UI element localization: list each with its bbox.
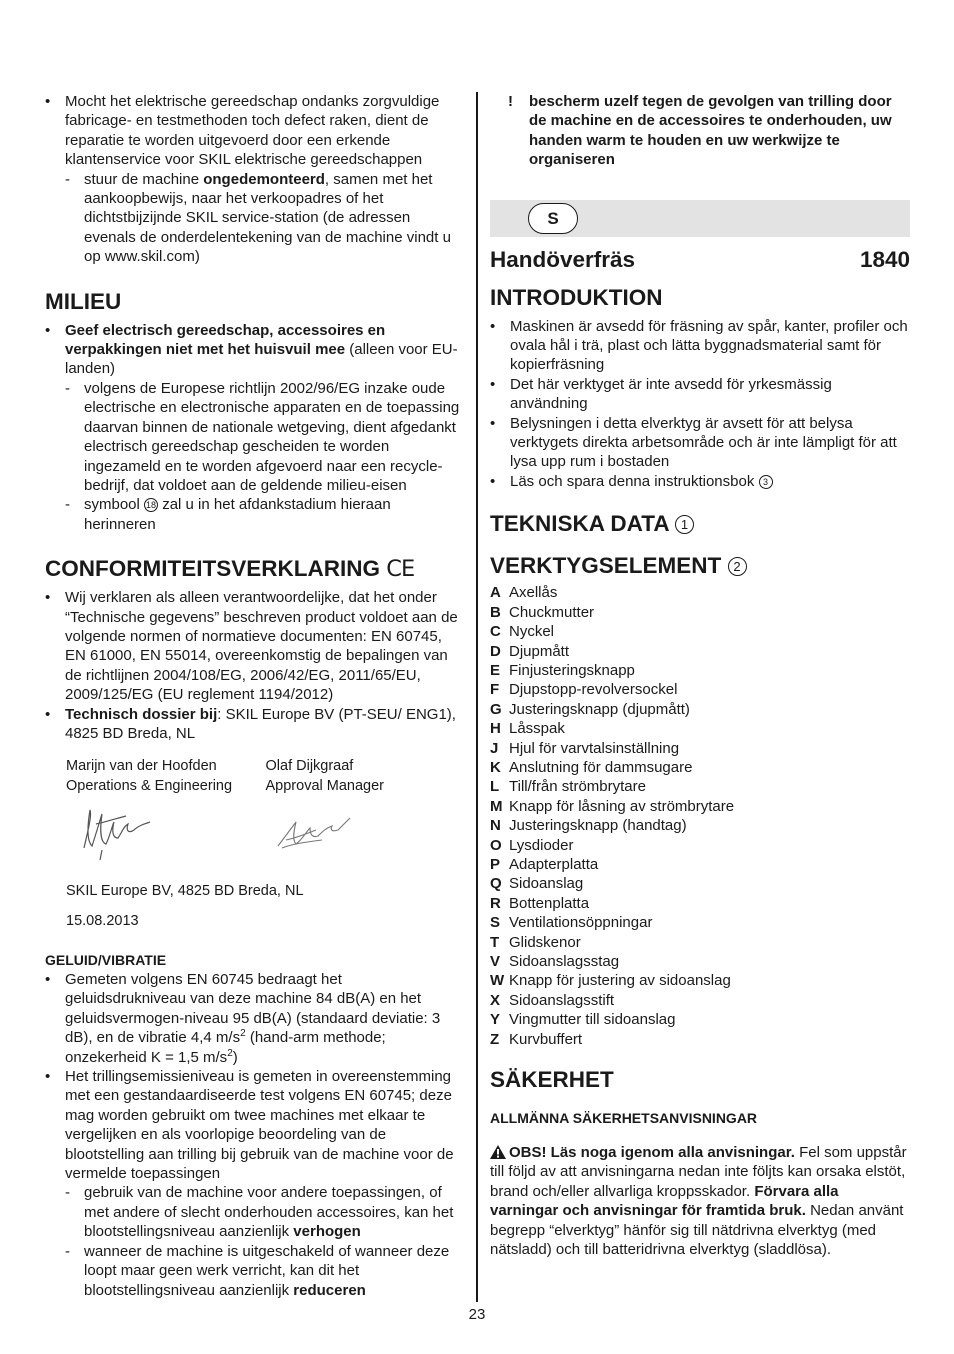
tool-element-label: Djupmått [509,642,570,660]
repair-bullet [45,92,465,170]
tool-element-letter: S [490,914,501,932]
tool-element-label: Sidoanslagsstift [509,991,615,1009]
tool-element-letter: T [490,933,500,951]
conformity-bullet [45,588,465,704]
tool-element-item [490,836,910,855]
vibration-warning-text: bescherm uzelf tegen de gevolgen van trilling door de machine en de accessoires te onderhouden, uw handen warm te houden en uw werkwijze te organiseren [529,93,892,169]
tool-element-label: Justeringsknapp (djupmått) [509,700,690,718]
tool-element-label: Vingmutter till sidoanslag [509,1011,676,1029]
tool-element-label: Djupstopp-revolversockel [509,681,678,699]
tool-element-letter: Z [490,1030,500,1048]
signer1-title: Operations & Engineering [66,777,233,794]
bullet-marker: • [490,472,496,490]
dash-marker: - [65,496,70,514]
tool-element-letter: N [490,817,501,835]
tool-element-item [490,700,910,719]
tool-element-label: Nyckel [509,623,555,641]
right-column [490,92,910,1259]
tool-element-item [490,739,910,758]
warning-triangle-icon [490,1145,506,1159]
intro-b3: Belysningen i detta elverktyg är avsett för att belysa verktygets direkta arbetsområde och är inte lämpligt för att lysa upp rum i bostaden [510,414,897,471]
tool-element-item [490,1030,910,1049]
product-title-row [490,247,910,273]
tool-element-letter: Q [490,875,502,893]
milieu-bullet [45,321,465,379]
repair-sub-item [45,170,465,267]
tool-element-label: Finjusteringsknapp [509,661,635,679]
tool-element-label: Låsspak [509,720,565,738]
column-divider [476,92,478,1302]
signature-images [66,800,465,870]
geluid-bullet [45,1067,465,1183]
tool-element-letter: K [490,758,501,776]
dash-marker: - [65,170,70,188]
tool-element-letter: X [490,991,501,1009]
declaration-date: 15.08.2013 [66,912,139,929]
tool-element-item [490,797,910,816]
signer2-name: Olaf Dijkgraaf [265,758,354,775]
bullet-marker: • [490,375,496,393]
tool-element-letter: Y [490,1011,501,1029]
intro-bullet [490,375,910,414]
tool-element-label: Sidoanslagsstag [509,953,620,970]
intro-bullet [490,317,910,375]
intro-heading: INTRODUKTION [490,284,663,310]
conformity-heading: CONFORMITEITSVERKLARING CE [45,556,415,583]
tool-element-item [490,913,910,932]
tool-element-item [490,855,910,874]
geluid-sub-item [45,1183,465,1241]
signer1-name: Marijn van der Hoofden [66,758,217,775]
dash-marker: - [65,379,70,397]
bullet-marker: • [45,93,51,110]
intro-b2: Det här verktyget är inte avsedd för yrkesmässig användning [510,375,832,413]
tool-element-item [490,991,910,1010]
signature-1-image [66,800,176,864]
dash-marker: - [65,1242,70,1260]
dossier-bullet [45,705,465,744]
tool-element-label: Lysdioder [509,836,574,854]
product-name: Handöverfräs [490,246,636,272]
product-model: 1840 [859,246,910,272]
tool-element-list [490,583,910,1049]
tool-element-label: Bottenplatta [509,894,590,912]
tool-element-label: Sidoanslag [509,875,584,893]
tool-element-label: Adapterplatta [509,855,599,873]
geluid-sub1-text: gebruik van de machine voor andere toepassingen, of met andere of slecht onderhouden accessoires, kan het blootstellingsniveau aanzienlijk verhogen [84,1184,454,1241]
safety-heading: SÄKERHET [490,1067,614,1093]
bullet-marker: • [45,971,51,988]
tool-element-item [490,622,910,641]
bullet-marker: • [45,1068,51,1086]
symbol-ref: 18 [146,500,157,511]
tool-element-item [490,661,910,680]
tool-element-label: Axellås [509,584,558,602]
tool-element-letter: G [490,700,502,718]
milieu-sub2-text: symbool 18 zal u in het afdankstadium hieraan herinneren [84,496,391,533]
milieu-heading: MILIEU [45,288,122,314]
tool-element-letter: B [490,603,501,621]
page-number: 23 [468,1306,486,1323]
tool-element-letter: A [490,584,501,602]
tool-element-item [490,680,910,699]
tool-element-item [490,1010,910,1029]
intro-bullet [490,414,910,472]
tool-element-item [490,874,910,893]
tools-heading: VERKTYGSELEMENT 2 [490,553,910,579]
intro-b4: Läs och spara denna instruktionsbok 3 [510,472,910,491]
intro-bullet [490,472,910,491]
dossier-text: Technisch dossier bij: SKIL Europe BV (PT-SEU/ ENG1), 4825 BD Breda, NL [65,705,456,742]
figure-ref: 2 [728,557,747,576]
tool-element-letter: J [490,739,499,757]
language-code-badge: S [528,203,578,234]
tool-element-letter: F [490,681,500,699]
milieu-sub-item [45,495,465,534]
vibration-warning [490,92,910,170]
bullet-marker: • [45,705,51,723]
repair-text: Mocht het elektrische gereedschap ondanks zorgvuldige fabricage- en testmethoden toch defect raken, dient de reparatie te worden uitgevoerd door een erkende klantenservice voor SKIL elektrische gereedschappen [65,93,440,169]
left-column [45,92,465,1300]
tool-element-letter: V [490,953,501,970]
milieu-sub-item [45,379,465,495]
company-address: SKIL Europe BV, 4825 BD Breda, NL [66,883,304,900]
bullet-marker: • [490,317,496,335]
figure-ref: 3 [759,475,773,489]
figure-ref: 1 [675,515,694,534]
tool-element-letter: P [490,855,501,873]
geluid-bullet2-text: Het trillingsemissieniveau is gemeten in overeenstemming met een gestandaardiseerde test volgens EN 60745; deze mag worden gebruikt om twee machines met elkaar te vergelijken en als voorlopige beoordeling van de blootstelling aan trilling bij gebruik van de machine voor de vermelde toepassingen [65,1068,454,1183]
tool-element-item [490,894,910,913]
safety-subheading: ALLMÄNNA SÄKERHETSANVISNINGAR [490,1110,758,1127]
tool-element-item [490,719,910,738]
signature-2-image [266,800,366,864]
milieu-bullet-text: Geef electrisch gereedschap, accessoires en verpakkingen niet met het huisvuil mee (alleen voor EU-landen) [65,321,458,378]
bullet-marker: • [45,321,51,339]
tool-element-item [490,603,910,622]
conformity-text: Wij verklaren als alleen verantwoordelijke, dat het onder “Technische gegevens” beschreven product voldoet aan de volgende normen of normatieve documenten: EN 60745, EN 61000, EN 55014, overeenkomstig de bepalingen van de richtlijnen 2004/108/EG, 2006/42/EG, 2011/65/EU, 2009/125/EG (EU reglement 1194/2012) [65,589,458,704]
dash-marker: - [65,1184,70,1202]
tool-element-letter: C [490,623,501,641]
tool-element-item [490,777,910,796]
tool-element-label: Kurvbuffert [509,1030,583,1048]
tool-element-label: Knapp för låsning av strömbrytare [509,797,735,815]
tool-element-letter: M [490,797,503,815]
tool-element-item [490,816,910,835]
tool-element-item [490,642,910,661]
tool-element-label: Ventilationsöppningar [509,914,653,932]
tech-data-heading: TEKNISKA DATA 1 [490,511,910,537]
tool-element-item [490,971,910,990]
tool-element-label: Justeringsknapp (handtag) [509,817,687,835]
tool-element-letter: E [490,661,501,679]
tool-element-letter: W [490,972,505,990]
safety-paragraph: OBS! Läs noga igenom alla anvisningar. Fel som uppstår till följd av att anvisningarna nedan inte följts kan orsaka elstöt, brand och/eller allvarliga kroppsskador. Förvara alla varningar och anvisningar för framtida bruk. Nedan använt begrepp “elverktyg” hänför sig till nätdrivna elverktyg (med nätsladd) och till batteridrivna elverktyg (sladdlösa). [490,1144,907,1259]
tool-element-letter: O [490,836,502,854]
tool-element-item [490,933,910,952]
tool-element-letter: L [490,778,500,796]
tool-element-label: Till/från strömbrytare [509,778,646,796]
language-bar [490,200,910,237]
tool-element-label: Knapp för justering av sidoanslag [509,972,731,990]
tool-element-letter: H [490,720,501,738]
tool-element-item [490,952,910,971]
geluid-heading: GELUID/VIBRATIE [45,952,167,968]
tool-element-label: Anslutning för dammsugare [509,758,693,776]
warning-mark: ! [508,93,513,110]
geluid-sub-item [45,1242,465,1300]
signatories [66,757,465,796]
tool-element-item [490,758,910,777]
bullet-marker: • [45,589,51,607]
geluid-bullet [45,970,465,1067]
tool-element-letter: R [490,894,501,912]
ce-mark: CE [386,556,415,583]
tool-element-label: Glidskenor [509,933,581,951]
tool-element-letter: D [490,642,501,660]
tool-element-item [490,583,910,602]
repair-sub-text: stuur de machine ongedemonteerd, samen met het aankoopbewijs, naar het verkoopadres of het dichtstbijzijnde SKIL service-station (de adressen evenals de onderdelentekening van de machine vindt u op www.skil.com) [84,170,451,266]
intro-b1: Maskinen är avsedd för fräsning av spår, kanter, profiler och ovala hål i trä, plast och lätta byggnadsmaterial samt för kopierfräsning [510,317,908,374]
signer2-title: Approval Manager [265,777,384,794]
geluid-bullet1-text: Gemeten volgens EN 60745 bedraagt het geluidsdrukniveau van deze machine 84 dB(A) en het geluidsvermogen-niveau 95 dB(A) (standaard deviatie: 3 dB), en de vibratie 4,4 $m/s^2$ (hand-arm methode; onzekerheid K = 1,5 $m/s^2$) [65,971,441,1066]
tool-element-label: Hjul för varvtalsinställning [509,739,680,757]
tool-element-label: Chuckmutter [509,603,595,621]
milieu-sub1-text: volgens de Europese richtlijn 2002/96/EG inzake oude electrische en electronische apparaten en de toepassing daarvan binnen de nationale wetgeving, dient afgedankt electrisch gereedschap gescheiden te worden ingezameld en te worden afgevoerd naar een recycle-bedrijf, dat voldoet aan de geldende milieu-eisen [84,379,460,494]
geluid-sub2-text: wanneer de machine is uitgeschakeld of wanneer deze loopt maar geen werk verricht, kan dit het blootstellingsniveau aanzienlijk reduceren [84,1242,450,1299]
bullet-marker: • [490,414,496,432]
